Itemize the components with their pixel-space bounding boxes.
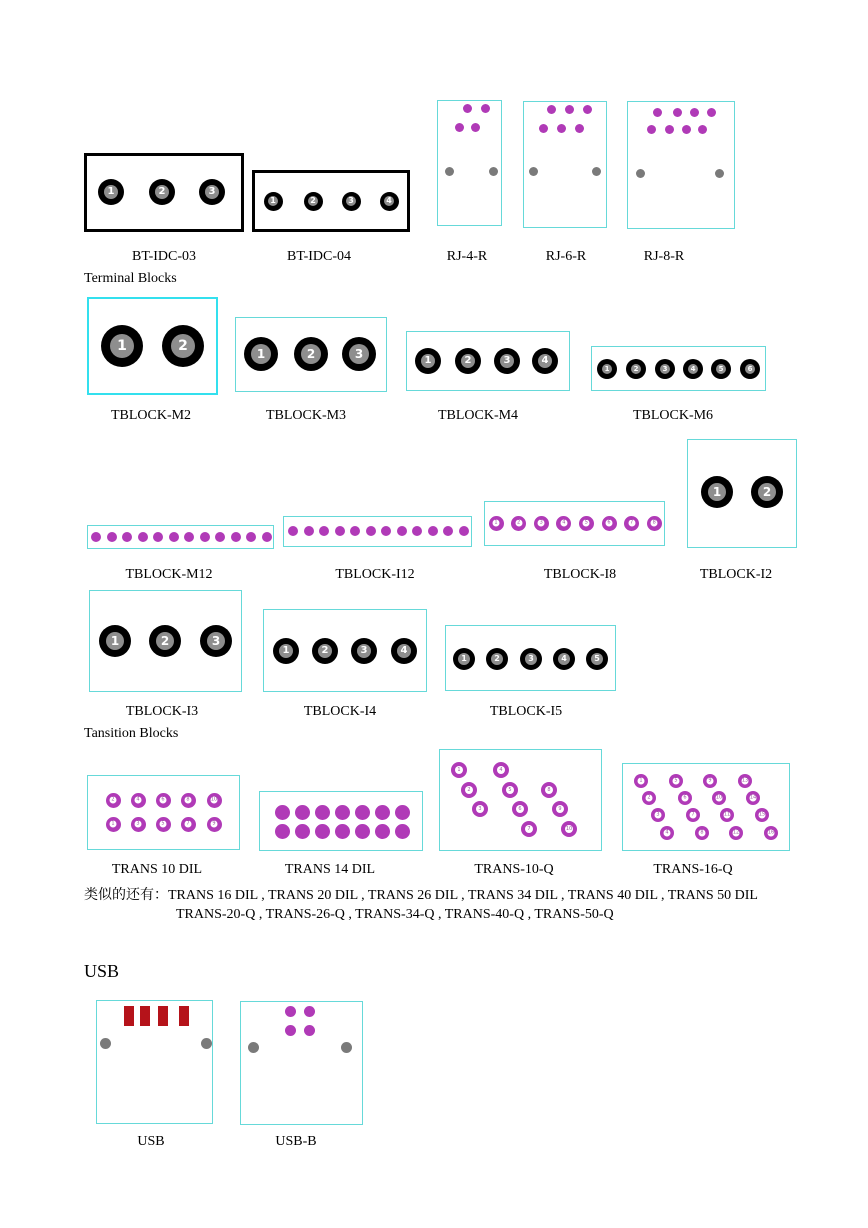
pin-pad: [655, 359, 675, 379]
pin-pad: [391, 638, 417, 664]
pin-number: 2: [465, 786, 473, 794]
trans-14-dil-footprint: [259, 791, 423, 851]
component-label: TBLOCK-M4: [437, 408, 519, 423]
component-label: TBLOCK-M3: [265, 408, 347, 423]
pin-number: 1: [111, 820, 115, 827]
pin-pad: [686, 808, 700, 822]
pin-pad: [395, 824, 410, 839]
rj-8-r-footprint: [627, 101, 735, 229]
mounting-hole: [201, 1038, 212, 1049]
mounting-hole: [100, 1038, 111, 1049]
component-label: BT-IDC-04: [286, 249, 352, 264]
section-heading-transition-blocks: Tansition Blocks: [84, 726, 179, 741]
pin-pad: [335, 526, 345, 536]
pin-number: 2: [308, 196, 318, 206]
component-label: TBLOCK-M2: [110, 408, 192, 423]
pin-pad: [207, 817, 222, 832]
pin-pad: [122, 532, 132, 542]
pin-number: 3: [136, 820, 140, 827]
component-label: RJ-6-R: [545, 249, 587, 264]
pin-number: 2: [491, 653, 503, 665]
mounting-hole: [592, 167, 601, 176]
pin-number: 8: [700, 829, 704, 836]
similar-components-note: 类似的还有：TRANS 16 DIL , TRANS 20 DIL , TRANS 26 DIL , TRANS 34 DIL , TRANS 40 DIL , TRANS 50 DIL: [84, 888, 758, 903]
pin-number: 5: [161, 820, 165, 827]
pin-number: 7: [186, 820, 190, 827]
pin-pad: [395, 805, 410, 820]
component-label: USB: [137, 1134, 165, 1149]
pin-number: 3: [660, 364, 670, 374]
usb-contact-bar: [124, 1006, 134, 1026]
pin-pad: [275, 805, 290, 820]
pin-pad: [660, 826, 674, 840]
pin-number: 4: [688, 364, 698, 374]
pin-pad: [412, 526, 422, 536]
pin-pad: [273, 638, 299, 664]
pin-number: 16: [767, 829, 775, 836]
pin-pad: [315, 805, 330, 820]
pin-pad: [712, 791, 726, 805]
pin-number: 4: [558, 653, 570, 665]
pin-pad: [342, 337, 376, 371]
mounting-hole: [529, 167, 538, 176]
pin-pad: [169, 532, 179, 542]
trans-10-dil-footprint: [87, 775, 240, 850]
pin-number: 4: [136, 796, 140, 803]
pin-number: 1: [251, 344, 271, 364]
pin-number: 12: [732, 829, 740, 836]
pin-pad: [682, 125, 691, 134]
usb-footprint: [96, 1000, 213, 1124]
pin-number: 3: [346, 196, 356, 206]
pin-pad: [463, 104, 472, 113]
pin-pad: [415, 348, 441, 374]
component-label: TRANS 14 DIL: [284, 862, 376, 877]
pin-number: 1: [708, 483, 726, 501]
pin-number: 15: [758, 811, 766, 818]
pin-pad: [335, 805, 350, 820]
pin-pad: [131, 793, 146, 808]
pin-number: 5: [716, 364, 726, 374]
pin-pad: [335, 824, 350, 839]
pin-number: 8: [652, 519, 656, 526]
pin-pad: [729, 826, 743, 840]
pin-pad: [597, 359, 617, 379]
pin-pad: [131, 817, 146, 832]
pin-number: 3: [357, 644, 371, 658]
pin-pad: [106, 793, 121, 808]
pin-pad: [579, 516, 594, 531]
pin-number: 2: [301, 344, 321, 364]
pin-number: 2: [631, 364, 641, 374]
pin-pad: [428, 526, 438, 536]
pin-pad: [246, 532, 256, 542]
pin-pad: [319, 526, 329, 536]
pin-pad: [453, 648, 475, 670]
pin-pad: [455, 348, 481, 374]
pin-pad: [350, 526, 360, 536]
pin-pad: [539, 124, 548, 133]
pin-pad: [162, 325, 204, 367]
pin-pad: [91, 532, 101, 542]
pin-pad: [149, 179, 175, 205]
pin-pad: [455, 123, 464, 132]
pin-pad: [315, 824, 330, 839]
component-label: TRANS 10 DIL: [111, 862, 203, 877]
pin-number: 9: [708, 777, 712, 784]
pin-number: 4: [562, 519, 566, 526]
pin-number: 1: [494, 519, 498, 526]
pin-number: 3: [500, 354, 514, 368]
pin-number: 3: [205, 185, 219, 199]
pin-number: 1: [106, 632, 124, 650]
mounting-hole: [636, 169, 645, 178]
pin-pad: [231, 532, 241, 542]
pin-pad: [520, 648, 542, 670]
pin-pad: [375, 824, 390, 839]
pin-pad: [493, 762, 509, 778]
pin-pad: [304, 1025, 315, 1036]
component-label: TRANS-10-Q: [474, 862, 554, 877]
pin-number: 3: [656, 811, 660, 818]
pin-pad: [511, 516, 526, 531]
pin-number: 1: [455, 766, 463, 774]
pin-pad: [624, 516, 639, 531]
pin-pad: [443, 526, 453, 536]
pin-number: 2: [155, 185, 169, 199]
pin-pad: [107, 532, 117, 542]
pin-number: 2: [647, 794, 651, 801]
pin-pad: [304, 526, 314, 536]
usb-contact-bar: [179, 1006, 189, 1026]
pin-pad: [534, 516, 549, 531]
pin-pad: [673, 108, 682, 117]
pin-number: 3: [476, 805, 484, 813]
pin-pad: [553, 648, 575, 670]
pin-pad: [295, 805, 310, 820]
pin-pad: [451, 762, 467, 778]
pin-pad: [304, 1006, 315, 1017]
pin-pad: [101, 325, 143, 367]
pin-pad: [586, 648, 608, 670]
mounting-hole: [489, 167, 498, 176]
pin-pad: [200, 625, 232, 657]
pin-number: 11: [723, 811, 731, 818]
pin-number: 4: [397, 644, 411, 658]
pin-pad: [547, 105, 556, 114]
pin-number: 10: [565, 825, 573, 832]
pin-number: 7: [630, 519, 634, 526]
pin-pad: [184, 532, 194, 542]
pin-pad: [156, 817, 171, 832]
pin-pad: [634, 774, 648, 788]
pin-pad: [181, 817, 196, 832]
similar-components-note-continued: TRANS-20-Q , TRANS-26-Q , TRANS-34-Q , TRANS-40-Q , TRANS-50-Q: [176, 907, 614, 922]
pin-pad: [746, 791, 760, 805]
pin-number: 5: [506, 786, 514, 794]
pin-pad: [678, 791, 692, 805]
pin-pad: [489, 516, 504, 531]
component-label: TBLOCK-M12: [125, 567, 213, 582]
pin-number: 9: [556, 805, 564, 813]
pin-number: 1: [602, 364, 612, 374]
pin-pad: [512, 801, 528, 817]
pin-pad: [690, 108, 699, 117]
component-label: TBLOCK-I4: [303, 704, 377, 719]
component-label: TBLOCK-M6: [632, 408, 714, 423]
pin-number: 1: [279, 644, 293, 658]
pin-pad: [556, 516, 571, 531]
pin-pad: [701, 476, 733, 508]
component-label: TBLOCK-I3: [125, 704, 199, 719]
pin-pad: [695, 826, 709, 840]
pin-pad: [653, 108, 662, 117]
pin-pad: [557, 124, 566, 133]
pin-pad: [707, 108, 716, 117]
pin-number: 2: [171, 334, 195, 358]
component-label: RJ-4-R: [446, 249, 488, 264]
pin-pad: [481, 104, 490, 113]
pin-pad: [294, 337, 328, 371]
pin-pad: [264, 192, 283, 211]
component-label: TBLOCK-I5: [489, 704, 563, 719]
usb-contact-bar: [158, 1006, 168, 1026]
pin-pad: [366, 526, 376, 536]
pin-pad: [751, 476, 783, 508]
pin-number: 5: [584, 519, 588, 526]
pin-number: 4: [384, 196, 394, 206]
pin-pad: [288, 526, 298, 536]
mounting-hole: [445, 167, 454, 176]
pin-pad: [575, 124, 584, 133]
pin-pad: [565, 105, 574, 114]
pin-number: 3: [207, 632, 225, 650]
pin-number: 8: [186, 796, 190, 803]
pin-pad: [738, 774, 752, 788]
pin-pad: [561, 821, 577, 837]
pin-number: 2: [461, 354, 475, 368]
pin-pad: [304, 192, 323, 211]
pin-pad: [711, 359, 731, 379]
pin-pad: [602, 516, 617, 531]
pin-pad: [98, 179, 124, 205]
pin-pad: [351, 638, 377, 664]
section-heading-usb: USB: [84, 961, 120, 981]
pin-pad: [312, 638, 338, 664]
usb-b-footprint: [240, 1001, 363, 1125]
pin-pad: [471, 123, 480, 132]
pin-pad: [472, 801, 488, 817]
rj-6-r-footprint: [523, 101, 607, 228]
pin-number: 9: [212, 820, 216, 827]
pin-number: 1: [639, 777, 643, 784]
pin-pad: [541, 782, 557, 798]
pin-pad: [486, 648, 508, 670]
pin-pad: [149, 625, 181, 657]
component-label: TBLOCK-I8: [543, 567, 617, 582]
pin-number: 6: [516, 805, 524, 813]
pin-number: 14: [749, 794, 757, 801]
pin-pad: [647, 125, 656, 134]
pin-pad: [215, 532, 225, 542]
pin-pad: [244, 337, 278, 371]
pin-number: 8: [545, 786, 553, 794]
pin-number: 2: [111, 796, 115, 803]
pin-number: 5: [674, 777, 678, 784]
section-heading-terminal-blocks: Terminal Blocks: [84, 271, 177, 286]
pin-pad: [138, 532, 148, 542]
pin-pad: [461, 782, 477, 798]
pin-pad: [381, 526, 391, 536]
pin-pad: [552, 801, 568, 817]
pin-pad: [397, 526, 407, 536]
pin-number: 2: [758, 483, 776, 501]
pin-pad: [285, 1006, 296, 1017]
pin-pad: [355, 824, 370, 839]
pin-number: 4: [665, 829, 669, 836]
pin-pad: [285, 1025, 296, 1036]
pin-number: 1: [458, 653, 470, 665]
component-label: TRANS-16-Q: [653, 862, 733, 877]
pin-number: 6: [745, 364, 755, 374]
pin-pad: [532, 348, 558, 374]
pin-pad: [181, 793, 196, 808]
pin-pad: [342, 192, 361, 211]
pin-pad: [200, 532, 210, 542]
mounting-hole: [715, 169, 724, 178]
pin-pad: [703, 774, 717, 788]
pin-pad: [99, 625, 131, 657]
pin-pad: [764, 826, 778, 840]
component-label: RJ-8-R: [643, 249, 685, 264]
pin-pad: [199, 179, 225, 205]
pin-pad: [642, 791, 656, 805]
component-label: TBLOCK-I12: [335, 567, 415, 582]
pin-pad: [275, 824, 290, 839]
pin-pad: [153, 532, 163, 542]
pin-pad: [669, 774, 683, 788]
pin-pad: [720, 808, 734, 822]
pin-pad: [502, 782, 518, 798]
pin-pad: [355, 805, 370, 820]
component-label: USB-B: [275, 1134, 317, 1149]
pin-number: 3: [525, 653, 537, 665]
pin-number: 10: [210, 796, 218, 803]
pin-number: 1: [110, 334, 134, 358]
pin-number: 6: [607, 519, 611, 526]
pin-number: 7: [691, 811, 695, 818]
pin-number: 2: [156, 632, 174, 650]
pin-pad: [459, 526, 469, 536]
pin-pad: [295, 824, 310, 839]
pin-number: 1: [421, 354, 435, 368]
pin-pad: [583, 105, 592, 114]
pin-number: 3: [539, 519, 543, 526]
pin-pad: [262, 532, 272, 542]
pin-pad: [494, 348, 520, 374]
pin-number: 13: [741, 777, 749, 784]
rj-4-r-footprint: [437, 100, 502, 226]
pin-pad: [698, 125, 707, 134]
component-label: BT-IDC-03: [131, 249, 197, 264]
pin-pad: [683, 359, 703, 379]
pin-pad: [106, 817, 121, 832]
pin-pad: [647, 516, 662, 531]
pin-pad: [207, 793, 222, 808]
pin-number: 1: [268, 196, 278, 206]
pin-pad: [626, 359, 646, 379]
pin-number: 6: [683, 794, 687, 801]
pin-pad: [156, 793, 171, 808]
pin-number: 2: [517, 519, 521, 526]
mounting-hole: [341, 1042, 352, 1053]
pin-pad: [665, 125, 674, 134]
mounting-hole: [248, 1042, 259, 1053]
pin-pad: [755, 808, 769, 822]
pin-number: 4: [497, 766, 505, 774]
pin-pad: [651, 808, 665, 822]
pin-pad: [375, 805, 390, 820]
pin-pad: [521, 821, 537, 837]
pin-pad: [380, 192, 399, 211]
pin-number: 10: [715, 794, 723, 801]
pin-number: 5: [591, 653, 603, 665]
usb-contact-bar: [140, 1006, 150, 1026]
pin-number: 7: [525, 825, 533, 833]
pin-number: 6: [161, 796, 165, 803]
pin-number: 2: [318, 644, 332, 658]
pin-number: 4: [538, 354, 552, 368]
pin-pad: [740, 359, 760, 379]
component-label: TBLOCK-I2: [699, 567, 773, 582]
pin-number: 1: [104, 185, 118, 199]
pin-number: 3: [349, 344, 369, 364]
